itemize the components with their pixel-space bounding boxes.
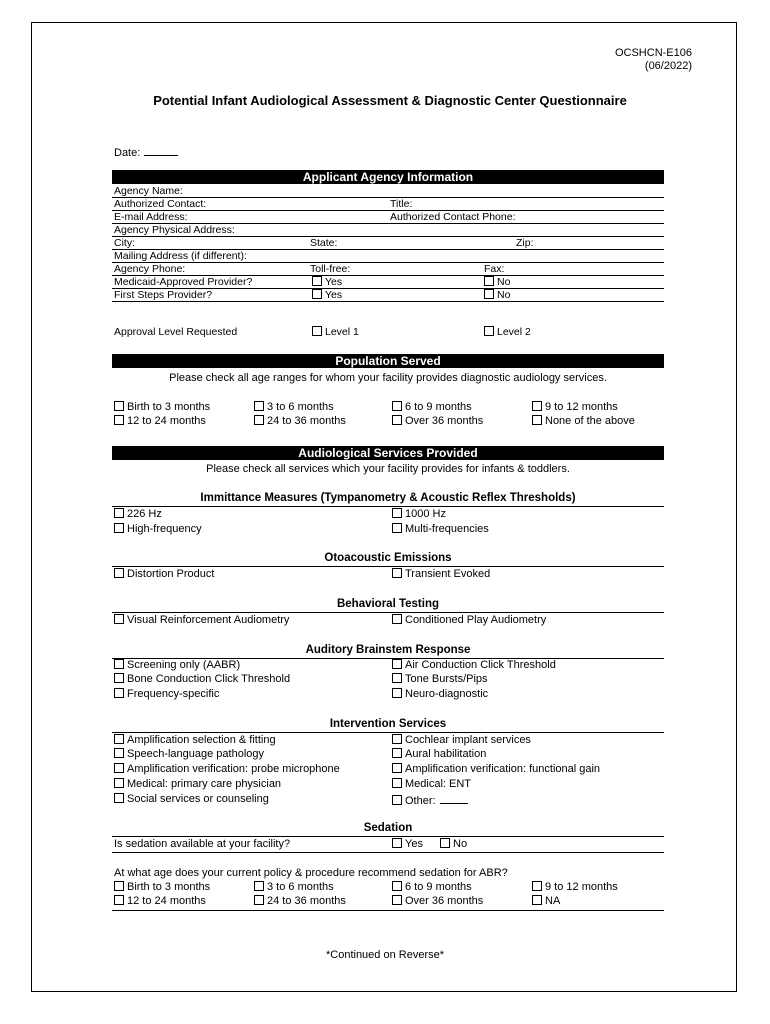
checkbox[interactable] bbox=[392, 508, 402, 518]
mailing-address-row[interactable] bbox=[112, 250, 664, 263]
title-label: Title: bbox=[390, 198, 413, 210]
service-option[interactable] bbox=[392, 688, 488, 701]
option-label: High-frequency bbox=[127, 523, 202, 535]
authorized-contact-row[interactable] bbox=[112, 198, 664, 211]
checkbox[interactable] bbox=[114, 793, 124, 803]
service-option[interactable] bbox=[114, 508, 162, 521]
checkbox[interactable] bbox=[392, 415, 402, 425]
immittance-title: Immittance Measures (Tympanometry & Acoustic Reflex Thresholds) bbox=[200, 492, 576, 504]
agency-phone-row[interactable] bbox=[112, 263, 664, 276]
state-label: State: bbox=[310, 237, 338, 249]
sedation-age-option[interactable] bbox=[532, 895, 560, 908]
checkbox[interactable] bbox=[392, 881, 402, 891]
checkbox[interactable] bbox=[114, 895, 124, 905]
option-label: Conditioned Play Audiometry bbox=[405, 614, 547, 626]
other-blank[interactable] bbox=[440, 793, 468, 804]
checkbox[interactable] bbox=[392, 734, 402, 744]
service-option[interactable] bbox=[392, 673, 488, 686]
checkbox[interactable] bbox=[392, 795, 402, 805]
service-option[interactable] bbox=[114, 614, 289, 627]
level2-label: Level 2 bbox=[497, 326, 531, 338]
option-label: Transient Evoked bbox=[405, 568, 491, 580]
service-option[interactable] bbox=[114, 659, 240, 672]
pop-option[interactable] bbox=[532, 415, 635, 428]
checkbox[interactable] bbox=[532, 415, 542, 425]
option-label: NA bbox=[545, 895, 561, 907]
checkbox[interactable] bbox=[484, 326, 494, 336]
first-steps-no[interactable] bbox=[484, 289, 510, 301]
checkbox[interactable] bbox=[392, 688, 402, 698]
pop-option[interactable] bbox=[114, 401, 210, 414]
checkbox[interactable] bbox=[392, 523, 402, 533]
first-steps-label: First Steps Provider? bbox=[114, 289, 213, 301]
tollfree-label: Toll-free: bbox=[310, 263, 351, 275]
intervention-title: Intervention Services bbox=[329, 718, 447, 730]
first-steps-yes[interactable] bbox=[312, 289, 342, 301]
checkbox[interactable] bbox=[114, 688, 124, 698]
yes-label: Yes bbox=[325, 289, 343, 301]
medicaid-no[interactable] bbox=[484, 276, 510, 288]
checkbox[interactable] bbox=[114, 401, 124, 411]
behavioral-title: Behavioral Testing bbox=[336, 598, 440, 610]
checkbox[interactable] bbox=[392, 838, 402, 848]
option-label: 3 to 6 months bbox=[267, 881, 334, 893]
option-label: 1000 Hz bbox=[405, 508, 446, 520]
city-label: City: bbox=[114, 237, 135, 249]
option-label: 6 to 9 months bbox=[405, 881, 472, 893]
approval-level1[interactable] bbox=[312, 326, 359, 338]
checkbox[interactable] bbox=[114, 748, 124, 758]
service-option[interactable] bbox=[114, 523, 202, 536]
checkbox[interactable] bbox=[114, 614, 124, 624]
checkbox[interactable] bbox=[392, 673, 402, 683]
level1-label: Level 1 bbox=[325, 326, 359, 338]
checkbox[interactable] bbox=[484, 289, 494, 299]
sedation-age-option[interactable] bbox=[254, 895, 346, 908]
no-label: No bbox=[497, 289, 511, 301]
pop-option[interactable] bbox=[532, 401, 618, 414]
section-header-agency: Applicant Agency Information bbox=[112, 170, 664, 184]
checkbox[interactable] bbox=[392, 895, 402, 905]
sedation-age-option[interactable] bbox=[392, 881, 472, 894]
checkbox[interactable] bbox=[440, 838, 450, 848]
option-label: Amplification verification: probe microphone bbox=[127, 763, 340, 775]
checkbox[interactable] bbox=[114, 659, 124, 669]
zip-label: Zip: bbox=[516, 237, 534, 249]
option-label: None of the above bbox=[545, 415, 635, 427]
sedation-age-option[interactable] bbox=[114, 895, 206, 908]
option-label: Multi-frequencies bbox=[405, 523, 489, 535]
checkbox[interactable] bbox=[254, 401, 264, 411]
approval-row bbox=[112, 302, 664, 340]
sedation-yes[interactable] bbox=[392, 838, 423, 851]
checkbox[interactable] bbox=[532, 895, 542, 905]
service-option[interactable] bbox=[114, 734, 276, 747]
no-label: No bbox=[497, 276, 511, 288]
agency-name-row[interactable] bbox=[112, 185, 664, 198]
service-option[interactable] bbox=[114, 793, 269, 806]
form-code-date: (06/2022) bbox=[644, 60, 692, 72]
option-label: Screening only (AABR) bbox=[127, 659, 241, 671]
section-header-population: Population Served bbox=[112, 354, 664, 368]
pop-option[interactable] bbox=[114, 415, 206, 428]
medicaid-row bbox=[112, 276, 664, 289]
option-label: Air Conduction Click Threshold bbox=[405, 659, 556, 671]
physical-address-label: Agency Physical Address: bbox=[114, 224, 235, 236]
pop-option[interactable] bbox=[392, 401, 472, 414]
pop-option[interactable] bbox=[392, 415, 483, 428]
checkbox[interactable] bbox=[392, 763, 402, 773]
service-option[interactable] bbox=[392, 508, 446, 521]
checkbox[interactable] bbox=[392, 659, 402, 669]
option-label: 6 to 9 months bbox=[405, 401, 472, 413]
option-label: Frequency-specific bbox=[127, 688, 220, 700]
option-label: Cochlear implant services bbox=[405, 734, 531, 746]
service-option[interactable] bbox=[114, 748, 264, 761]
approval-level2[interactable] bbox=[484, 326, 531, 338]
checkbox[interactable] bbox=[484, 276, 494, 286]
service-option[interactable] bbox=[392, 734, 531, 747]
service-option[interactable] bbox=[114, 688, 219, 701]
sedation-title: Sedation bbox=[363, 822, 413, 834]
service-option[interactable] bbox=[114, 763, 340, 776]
divider bbox=[112, 506, 664, 507]
sedation-age-question: At what age does your current policy & procedure recommend sedation for ABR? bbox=[114, 867, 508, 879]
option-label: 24 to 36 months bbox=[267, 895, 346, 907]
yes-label: Yes bbox=[405, 838, 423, 850]
services-note: Please check all services which your facility provides for infants & toddlers. bbox=[206, 463, 570, 475]
pop-option[interactable] bbox=[254, 401, 334, 414]
checkbox[interactable] bbox=[312, 289, 322, 299]
no-label: No bbox=[453, 838, 468, 850]
checkbox[interactable] bbox=[392, 778, 402, 788]
city-row[interactable] bbox=[112, 237, 664, 250]
option-label: Birth to 3 months bbox=[127, 401, 211, 413]
checkbox[interactable] bbox=[392, 614, 402, 624]
sedation-question: Is sedation available at your facility? bbox=[114, 838, 291, 850]
sedation-no[interactable] bbox=[440, 838, 467, 851]
option-label: Amplification verification: functional gain bbox=[405, 763, 601, 775]
sedation-age-option[interactable] bbox=[532, 881, 618, 894]
option-label: Over 36 months bbox=[405, 415, 484, 427]
option-label: Neuro-diagnostic bbox=[405, 688, 489, 700]
checkbox[interactable] bbox=[254, 881, 264, 891]
date-field[interactable] bbox=[114, 145, 178, 159]
form-code bbox=[615, 47, 692, 73]
form-code-id: OCSHCN-E106 bbox=[614, 47, 692, 59]
continued-note: *Continued on Reverse* bbox=[325, 949, 445, 961]
approval-label: Approval Level Requested bbox=[114, 326, 238, 338]
option-label: Tone Bursts/Pips bbox=[405, 673, 488, 685]
checkbox[interactable] bbox=[312, 326, 322, 336]
option-label: Speech-language pathology bbox=[127, 748, 265, 760]
checkbox[interactable] bbox=[114, 415, 124, 425]
sedation-age-option[interactable] bbox=[114, 881, 210, 894]
option-label: Distortion Product bbox=[127, 568, 215, 580]
section-header-services: Audiological Services Provided bbox=[112, 446, 664, 460]
abr-title: Auditory Brainstem Response bbox=[305, 644, 471, 656]
service-option[interactable] bbox=[114, 673, 290, 686]
checkbox[interactable] bbox=[392, 748, 402, 758]
checkbox[interactable] bbox=[114, 734, 124, 744]
service-option[interactable] bbox=[392, 659, 556, 672]
option-label: 24 to 36 months bbox=[267, 415, 346, 427]
checkbox[interactable] bbox=[114, 763, 124, 773]
option-label: Medical: primary care physician bbox=[127, 778, 282, 790]
population-note: Please check all age ranges for whom your facility provides diagnostic audiology services. bbox=[169, 372, 607, 384]
checkbox[interactable] bbox=[114, 523, 124, 533]
service-option[interactable] bbox=[392, 614, 546, 627]
page-title: Potential Infant Audiological Assessment & Diagnostic Center Questionnaire bbox=[153, 93, 627, 108]
divider bbox=[112, 566, 664, 567]
divider bbox=[112, 852, 664, 853]
service-option[interactable] bbox=[114, 568, 214, 581]
checkbox[interactable] bbox=[392, 568, 402, 578]
service-option[interactable] bbox=[392, 568, 490, 581]
oae-title: Otoacoustic Emissions bbox=[324, 552, 452, 564]
option-label: 12 to 24 months bbox=[127, 415, 206, 427]
divider bbox=[112, 836, 664, 837]
option-label: Social services or counseling bbox=[127, 793, 269, 805]
service-option[interactable] bbox=[392, 748, 486, 761]
medicaid-label: Medicaid-Approved Provider? bbox=[114, 276, 253, 288]
option-label: Medical: ENT bbox=[405, 778, 472, 790]
email-label: E-mail Address: bbox=[114, 211, 188, 223]
checkbox[interactable] bbox=[532, 401, 542, 411]
service-option[interactable] bbox=[114, 778, 281, 791]
contact-phone-label: Authorized Contact Phone: bbox=[390, 211, 516, 223]
option-label: Bone Conduction Click Threshold bbox=[127, 673, 291, 685]
agency-phone-label: Agency Phone: bbox=[114, 263, 186, 275]
option-label: Amplification selection & fitting bbox=[127, 734, 276, 746]
option-label: 12 to 24 months bbox=[127, 895, 206, 907]
checkbox[interactable] bbox=[114, 673, 124, 683]
divider bbox=[112, 612, 664, 613]
option-label: Over 36 months bbox=[405, 895, 484, 907]
mailing-address-label: Mailing Address (if different): bbox=[114, 250, 247, 262]
option-label: 226 Hz bbox=[127, 508, 162, 520]
email-row[interactable] bbox=[112, 211, 664, 224]
service-option[interactable] bbox=[392, 778, 471, 791]
sedation-age-option[interactable] bbox=[392, 895, 483, 908]
medicaid-yes[interactable] bbox=[312, 276, 342, 288]
service-option-other[interactable] bbox=[392, 793, 468, 808]
authorized-contact-label: Authorized Contact: bbox=[114, 198, 207, 210]
checkbox[interactable] bbox=[114, 508, 124, 518]
sedation-age-option[interactable] bbox=[254, 881, 334, 894]
yes-label: Yes bbox=[325, 276, 343, 288]
checkbox[interactable] bbox=[532, 881, 542, 891]
divider bbox=[112, 910, 664, 911]
physical-address-row[interactable] bbox=[112, 224, 664, 237]
checkbox[interactable] bbox=[114, 568, 124, 578]
agency-name-label: Agency Name: bbox=[114, 185, 183, 197]
fax-label: Fax: bbox=[484, 263, 505, 275]
option-label: Other: bbox=[405, 795, 436, 807]
checkbox[interactable] bbox=[114, 778, 124, 788]
option-label: Aural habilitation bbox=[405, 748, 487, 760]
checkbox[interactable] bbox=[392, 401, 402, 411]
first-steps-row bbox=[112, 289, 664, 302]
checkbox[interactable] bbox=[254, 415, 264, 425]
option-label: Visual Reinforcement Audiometry bbox=[127, 614, 290, 626]
checkbox[interactable] bbox=[114, 881, 124, 891]
divider bbox=[112, 732, 664, 733]
option-label: 3 to 6 months bbox=[267, 401, 334, 413]
option-label: 9 to 12 months bbox=[545, 881, 618, 893]
service-option[interactable] bbox=[392, 763, 600, 776]
date-label: Date: bbox=[114, 147, 141, 159]
service-option[interactable] bbox=[392, 523, 489, 536]
checkbox[interactable] bbox=[312, 276, 322, 286]
option-label: Birth to 3 months bbox=[127, 881, 211, 893]
pop-option[interactable] bbox=[254, 415, 346, 428]
checkbox[interactable] bbox=[254, 895, 264, 905]
date-blank[interactable] bbox=[144, 145, 178, 156]
option-label: 9 to 12 months bbox=[545, 401, 618, 413]
